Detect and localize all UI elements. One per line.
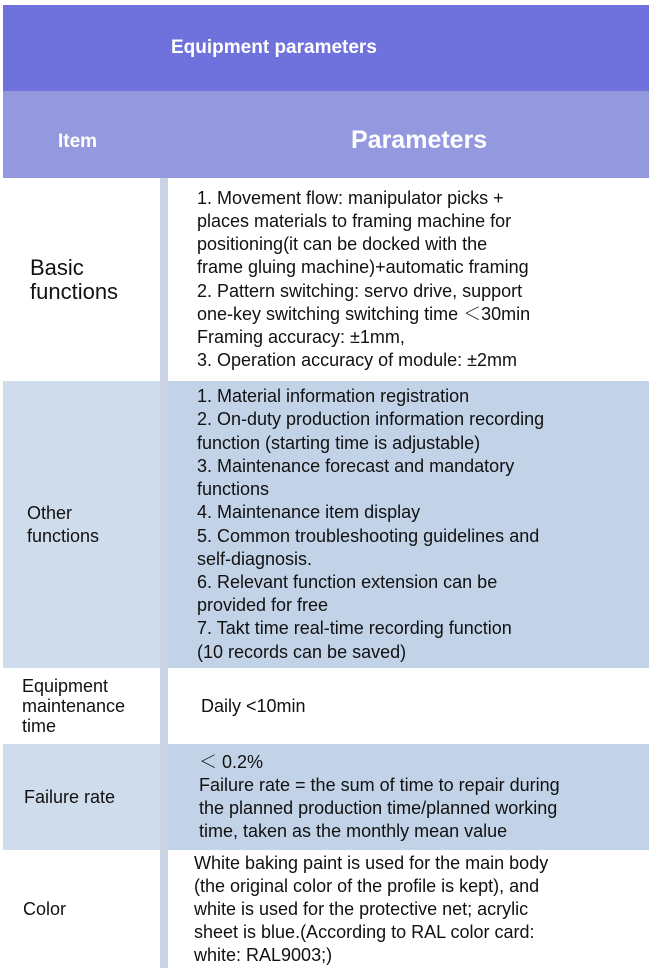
column-divider — [160, 668, 168, 744]
column-divider — [160, 744, 168, 850]
row-value: White baking paint is used for the main body (the original color of the profile is kept), and white is used for the protective net; acrylic sheet is blue.(According to RAL color card: white: RAL9003;) — [194, 852, 549, 965]
header-item: Item — [58, 131, 98, 152]
table-title-bar — [3, 5, 649, 91]
row-value: ＜ 0.2% Failure rate = the sum of time to repair during the planned production time/planned working time, taken as the monthly mean value — [199, 752, 560, 841]
row-failure-rate — [3, 744, 649, 850]
row-value: 1. Movement flow: manipulator picks + places materials to framing machine for positioning(it can be docked with the frame gluing machine)+automatic framing 2. Pattern switching: servo drive, support one-key switching switching time ＜30min Framing accuracy: ±1mm, 3. Operation accuracy of module: ±2mm — [197, 187, 531, 371]
table-header-row — [3, 91, 649, 178]
row-label: Other functions — [27, 502, 100, 546]
column-divider — [160, 178, 168, 381]
table-title: Equipment parameters — [171, 37, 377, 58]
row-maintenance-time — [3, 668, 649, 744]
column-divider — [160, 850, 168, 968]
row-other-functions — [3, 381, 649, 668]
row-basic-functions — [3, 178, 649, 381]
row-value: Daily <10min — [201, 695, 306, 716]
column-divider — [160, 381, 168, 668]
header-parameters: Parameters — [351, 126, 488, 154]
row-label: Failure rate — [24, 786, 116, 807]
row-label: Basic functions — [30, 254, 119, 304]
row-label: Color — [23, 898, 67, 919]
row-color — [3, 850, 649, 968]
row-value: 1. Material information registration 2. On-duty production information recording function (starting time is adjustable) 3. Maintenance forecast and mandatory functions 4. Maintenance item display 5. Common troubleshooting guidelines and self-diagnosis. 6. Relevant function extension can be provided for free 7. Takt time real-time recording function (10 records can be saved) — [197, 386, 545, 662]
row-label: Equipment maintenance time — [22, 676, 126, 736]
